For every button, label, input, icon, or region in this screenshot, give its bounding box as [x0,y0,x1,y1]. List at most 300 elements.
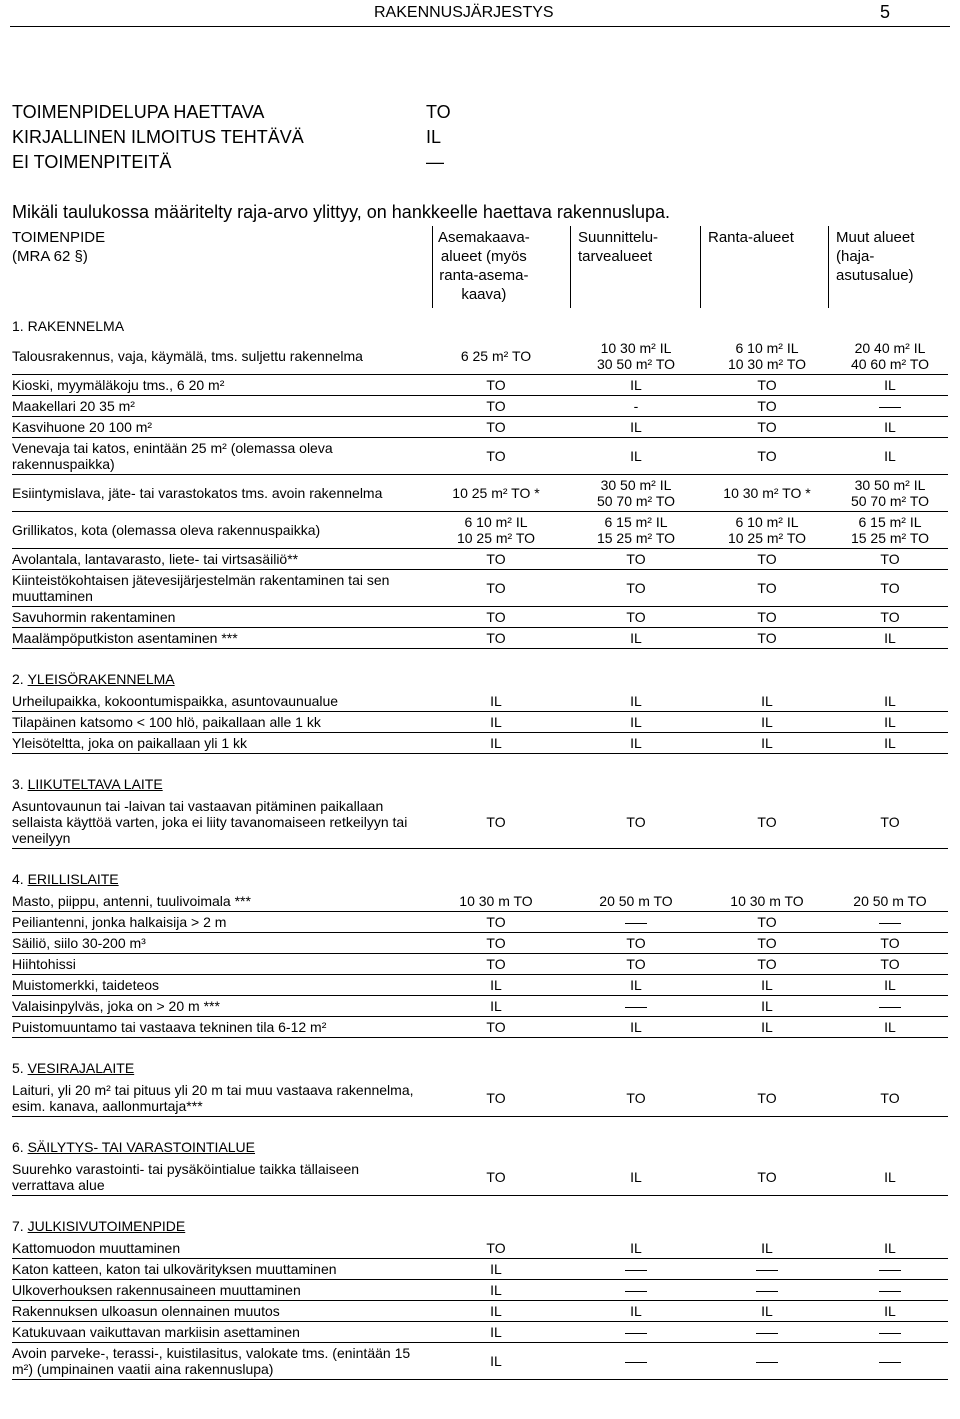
column-header-line: Ranta-alueet [708,229,794,246]
row-label: Urheilupaikka, kokoontumispaikka, asuntovaunualue [12,693,339,709]
cell-line: 10 30 m² TO [727,356,807,372]
section-number: 2. [12,671,28,687]
dash-mark [756,1333,778,1334]
row-label: Laituri, yli 20 m² tai pituus yli 20 m tai muu vastaava rakennelma, esim. kanava, aallonmurtaja*** [12,1082,414,1114]
row-value [832,609,948,625]
row-value [702,977,832,993]
row-value [422,814,570,830]
table-row [12,1301,948,1322]
cell-line: TO [626,956,646,972]
row-label: Suurehko varastointi- tai pysäköintialue taikka tällaiseen verrattava alue [12,1161,360,1193]
row-value [422,1169,570,1185]
cell-line: IL [884,1019,896,1035]
cell-line: TO [486,551,506,567]
row-value [422,1303,570,1319]
row-value [422,580,570,596]
cell-line: IL [490,714,502,730]
cell-line: 6 10 m² IL [735,514,799,530]
row-label: Katukuvaan vaikuttavan markiisin asettaminen [12,1324,300,1340]
row-value [832,893,948,909]
row-label: Savuhormin rakentaminen [12,609,176,625]
cell-line: 40 60 m² TO [850,356,930,372]
row-value [832,377,948,393]
legend-row [12,100,612,125]
cell-line: IL [630,693,642,709]
row-value [570,935,702,951]
row-value [832,977,948,993]
cell-line: IL [761,1240,773,1256]
cell-line: 50 70 m² TO [850,493,930,509]
legend-label: EI TOIMENPITEITÄ [12,152,172,172]
table-row [12,733,948,754]
row-value [570,1303,702,1319]
table-row [12,1238,948,1259]
cell-line: TO [757,398,777,414]
row-value [570,914,702,930]
row-value [832,477,948,509]
legend-code: — [426,152,444,172]
row-label: Valaisinpylväs, joka on > 20 m *** [12,998,220,1014]
row-value [570,1019,702,1035]
cell-line: TO [757,1090,777,1106]
cell-line: IL [490,1261,502,1277]
row-value [570,1240,702,1256]
cell-line: IL [884,448,896,464]
row-value [702,377,832,393]
row-value [832,1324,948,1340]
legend-row [12,150,612,175]
table-row [12,338,948,375]
table-row [12,996,948,1017]
table-row [12,512,948,549]
section-title [12,1218,948,1234]
row-label: Avolantala, lantavarasto, liete- tai virtsasäiliö** [12,551,299,567]
cell-line: TO [626,935,646,951]
dash-mark [625,1362,647,1363]
cell-line: TO [757,814,777,830]
row-label: Yleisöteltta, joka on paikallaan yli 1 kk [12,735,248,751]
row-value [832,1261,948,1277]
row-value [570,714,702,730]
cell-line: 6 15 m² IL [604,514,668,530]
cell-line: 30 50 m² IL [854,477,926,493]
row-value [832,1169,948,1185]
row-value [702,735,832,751]
row-label: Rakennuksen ulkoasun olennainen muutos [12,1303,280,1319]
row-value [422,1353,570,1369]
cell-line: IL [761,1303,773,1319]
row-value [422,448,570,464]
dash-mark [625,1333,647,1334]
row-value [832,551,948,567]
column-header-line: asutusalue) [836,267,914,284]
cell-line: TO [757,956,777,972]
row-value [422,609,570,625]
cell-line: TO [486,377,506,393]
cell-line: IL [490,693,502,709]
cell-line: TO [757,630,777,646]
dash-mark [879,1291,901,1292]
row-value [570,551,702,567]
row-value [702,485,832,501]
row-label: Tilapäinen katsomo < 100 hlö, paikallaan alle 1 kk [12,714,321,730]
section-number: 1. [12,318,28,334]
cell-line: 6 10 m² IL [464,514,528,530]
section-number: 7. [12,1218,28,1234]
cell-line: IL [761,998,773,1014]
legend-code: TO [426,102,451,122]
cell-line: TO [626,814,646,830]
column-header-line: alueet (myös [440,248,527,265]
cell-line: IL [884,1303,896,1319]
document-title: RAKENNUSJÄRJESTYS [374,4,554,21]
table-row [12,396,948,417]
row-value [832,630,948,646]
row-value [570,1282,702,1298]
row-value [570,977,702,993]
cell-line: TO [626,551,646,567]
row-value [702,1240,832,1256]
cell-line: TO [486,1240,506,1256]
cell-line: IL [630,1303,642,1319]
row-value [702,1019,832,1035]
cell-line: TO [486,580,506,596]
cell-line: TO [486,609,506,625]
cell-line: 30 50 m² IL [600,477,672,493]
legend-label: TOIMENPIDELUPA HAETTAVA [12,102,265,122]
row-value [702,580,832,596]
column-header-line: (haja- [836,248,875,265]
section-title [12,1139,948,1155]
row-label: Venevaja tai katos, enintään 25 m² (olemassa oleva rakennuspaikka) [12,440,333,472]
column-header-action [12,228,105,266]
table-row [12,1017,948,1038]
column-header-muut [836,228,914,285]
cell-line: IL [490,1282,502,1298]
cell-line: IL [761,977,773,993]
cell-line: IL [490,735,502,751]
table-row [12,891,948,912]
row-value [422,1019,570,1035]
dash-mark [625,1270,647,1271]
row-value [702,893,832,909]
cell-line: TO [486,448,506,464]
row-value [702,714,832,730]
cell-line: IL [884,1240,896,1256]
table-row [12,712,948,733]
section-title [12,871,948,887]
column-divider [700,226,701,308]
table-row [12,1159,948,1196]
row-value [702,956,832,972]
section-title [12,318,948,334]
row-value [832,1282,948,1298]
row-value [570,377,702,393]
table-row [12,628,948,649]
section-number: 5. [12,1060,28,1076]
row-value [702,551,832,567]
cell-line: TO [486,814,506,830]
legend-code: IL [426,127,442,147]
row-value [702,935,832,951]
row-value [422,1240,570,1256]
row-label: Esiintymislava, jäte- tai varastokatos tms. avoin rakennelma [12,485,383,501]
row-value [422,693,570,709]
table-row [12,475,948,512]
row-value [832,514,948,546]
row-value [570,448,702,464]
row-value [422,893,570,909]
column-header-line: Suunnittelu- [578,229,659,246]
row-value [422,956,570,972]
cell-line: TO [757,551,777,567]
cell-line: TO [757,580,777,596]
dash-mark [625,923,647,924]
cell-line: TO [486,956,506,972]
table-row [12,607,948,628]
row-value [570,419,702,435]
cell-line: IL [630,735,642,751]
cell-line: TO [486,1090,506,1106]
cell-line: TO [486,398,506,414]
cell-line: 15 25 m² TO [850,530,930,546]
cell-line: IL [884,419,896,435]
cell-line: IL [761,1019,773,1035]
row-value [832,1019,948,1035]
table-row [12,1343,948,1380]
cell-line: TO [880,551,900,567]
row-label: Kiinteistökohtaisen jätevesijärjestelmän rakentaminen tai sen muuttaminen [12,572,390,604]
cell-line: TO [486,914,506,930]
row-value [832,814,948,830]
dash-mark [879,1007,901,1008]
legend [12,100,612,175]
cell-line: 10 30 m TO [459,893,533,909]
column-header-line: TOIMENPIDE [12,229,106,246]
section-name: JULKISIVUTOIMENPIDE [27,1218,186,1234]
table-row [12,417,948,438]
column-header-line: (MRA 62 §) [12,248,88,265]
row-value [570,630,702,646]
row-value [832,340,948,372]
cell-line: IL [630,1019,642,1035]
cell-line: 15 25 m² TO [596,530,676,546]
row-value [832,580,948,596]
row-value [832,693,948,709]
cell-line: 10 30 m TO [730,893,804,909]
row-value [702,693,832,709]
dash-mark [756,1270,778,1271]
table-row [12,1280,948,1301]
row-value [422,977,570,993]
row-value [422,1090,570,1106]
row-value [422,514,570,546]
cell-line: TO [486,935,506,951]
row-value [832,714,948,730]
cell-line: TO [757,377,777,393]
row-label: Puistomuuntamo tai vastaava tekninen tila 6-12 m² [12,1019,327,1035]
table-row [12,796,948,849]
section-name: SÄILYTYS- TAI VARASTOINTIALUE [27,1139,256,1155]
cell-line: IL [490,1303,502,1319]
row-value [702,1169,832,1185]
intro-text: Mikäli taulukossa määritelty raja-arvo ylittyy, on hankkeelle haettava rakennuslupa. [12,202,670,222]
row-value [570,998,702,1014]
section-name: YLEISÖRAKENNELMA [27,671,175,687]
table-row [12,954,948,975]
section-name: ERILLISLAITE [27,871,119,887]
cell-line: 6 25 m² TO [460,348,532,364]
cell-line: IL [884,630,896,646]
row-label: Talousrakennus, vaja, käymälä, tms. suljettu rakennelma [12,348,363,364]
row-value [422,551,570,567]
row-value [422,377,570,393]
cell-line: TO [757,914,777,930]
row-value [422,1282,570,1298]
cell-line: TO [757,1169,777,1185]
row-label: Kasvihuone 20 100 m² [12,419,153,435]
cell-line: TO [486,419,506,435]
page-header [0,0,960,30]
row-value [570,956,702,972]
cell-line: 10 25 m² TO [456,530,536,546]
row-value [832,419,948,435]
row-value [570,693,702,709]
section-name: VESIRAJALAITE [27,1060,135,1076]
row-value [702,914,832,930]
dash-mark [625,1291,647,1292]
cell-line: TO [880,580,900,596]
dash-mark [625,1007,647,1008]
legend-label: KIRJALLINEN ILMOITUS TEHTÄVÄ [12,127,304,147]
cell-line: IL [490,998,502,1014]
table-row [12,570,948,607]
cell-line: TO [486,630,506,646]
row-value [832,735,948,751]
row-value [702,814,832,830]
column-header-line: tarvealueet [578,248,653,265]
row-value [702,1090,832,1106]
column-header-line: Muut alueet [836,229,915,246]
cell-line: TO [757,448,777,464]
row-value [702,1324,832,1340]
row-value [422,935,570,951]
row-value [570,398,702,414]
row-value [832,1303,948,1319]
column-header-line: ranta-asema- [439,267,529,284]
row-value [570,580,702,596]
row-value [422,348,570,364]
column-header-line: Asemakaava- [438,229,530,246]
cell-line: TO [486,1169,506,1185]
row-value [702,448,832,464]
dash-mark [879,1333,901,1334]
table-row [12,933,948,954]
cell-line: TO [626,1090,646,1106]
row-value [702,609,832,625]
cell-line: 20 50 m TO [853,893,927,909]
cell-line: TO [757,419,777,435]
cell-line: TO [880,1090,900,1106]
column-header-line: kaava) [461,286,507,303]
row-value [570,893,702,909]
header-divider [10,26,950,27]
row-value [832,1240,948,1256]
row-value [422,419,570,435]
cell-line: 6 15 m² IL [858,514,922,530]
row-label: Masto, piippu, antenni, tuulivoimala *** [12,893,251,909]
table-row [12,691,948,712]
row-value [832,998,948,1014]
cell-line: IL [761,693,773,709]
table-row [12,912,948,933]
cell-line: IL [490,1353,502,1369]
row-value [570,1090,702,1106]
cell-line: 10 25 m² TO [727,530,807,546]
cell-line: IL [630,630,642,646]
row-value [570,1324,702,1340]
row-value [832,398,948,414]
cell-line: 10 30 m² IL [600,340,672,356]
cell-line: 10 25 m² TO * [452,485,540,501]
row-value [422,1324,570,1340]
row-value [832,448,948,464]
dash-mark [879,1270,901,1271]
row-label: Maalämpöputkiston asentaminen *** [12,630,238,646]
row-value [422,735,570,751]
dash-mark [879,1362,901,1363]
row-value [702,419,832,435]
section-number: 4. [12,871,28,887]
cell-line: IL [630,1169,642,1185]
row-value [570,609,702,625]
legend-row [12,125,612,150]
row-value [422,998,570,1014]
row-label: Grillikatos, kota (olemassa oleva rakennuspaikka) [12,522,321,538]
row-label: Peiliantenni, jonka halkaisija > 2 m [12,914,227,930]
row-value [832,914,948,930]
column-header-asemakaava [438,228,530,304]
section-title [12,776,948,792]
row-value [570,340,702,372]
cell-line: TO [626,609,646,625]
table-row [12,1080,948,1117]
row-value [570,814,702,830]
row-value [702,630,832,646]
cell-line: IL [884,714,896,730]
row-value [702,998,832,1014]
cell-line: TO [880,609,900,625]
row-value [570,1353,702,1369]
cell-line: 6 10 m² IL [735,340,799,356]
section-number: 6. [12,1139,28,1155]
row-value [422,630,570,646]
row-label: Hiihtohissi [12,956,76,972]
cell-line: TO [880,956,900,972]
row-label: Maakellari 20 35 m² [12,398,135,414]
row-value [570,514,702,546]
table-row [12,975,948,996]
cell-line: IL [490,1324,502,1340]
section-number: 3. [12,776,28,792]
row-value [832,956,948,972]
section-name: LIIKUTELTAVA LAITE [27,776,163,792]
cell-line: TO [880,814,900,830]
row-label: Katon katteen, katon tai ulkovärityksen muuttaminen [12,1261,337,1277]
cell-line: 10 30 m² TO * [723,485,811,501]
cell-line: 20 50 m TO [599,893,673,909]
cell-line: IL [884,735,896,751]
